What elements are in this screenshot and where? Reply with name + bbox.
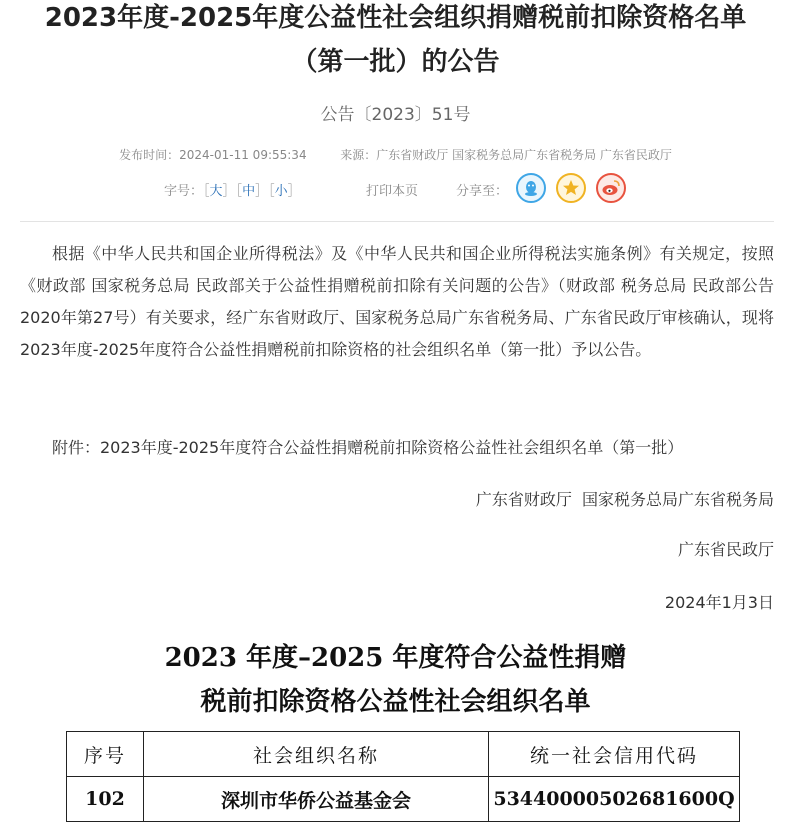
list-title <box>0 636 791 724</box>
divider <box>20 221 774 222</box>
list-title-line-2: 税前扣除资格公益性社会组织名单 <box>200 687 591 717</box>
article-meta <box>0 146 791 163</box>
publish-time-label: 发布时间： <box>119 148 180 162</box>
table-header-row <box>67 732 740 777</box>
attachment-line: 附件：2023年度-2025年度符合公益性捐赠税前扣除资格公益性社会组织名单（第一批） <box>52 438 684 457</box>
source: 广东省财政厅 国家税务总局广东省税务局 广东省民政厅 <box>376 148 672 162</box>
article-title <box>0 0 791 84</box>
document-number: 公告〔2023〕51号 <box>320 105 471 125</box>
table-row <box>67 777 740 822</box>
qzone-icon <box>562 179 580 197</box>
font-size-medium-button[interactable]: 中 <box>242 184 256 199</box>
row-number: 102 <box>67 777 144 822</box>
source-label: 来源： <box>340 148 377 162</box>
print-button[interactable]: 打印本页 <box>366 184 419 199</box>
font-size-small-button[interactable]: 小 <box>274 184 288 199</box>
font-size-label: 字号： <box>164 184 204 199</box>
announcement-paragraph: 根据《中华人民共和国企业所得税法》及《中华人民共和国企业所得税法实施条例》有关规定，按照《财政部 国家税务总局 民政部关于公益性捐赠税前扣除有关问题的公告》（财政部 税务总局 民政部公告2020年第27号）有关要求，经广东省财政厅、国家税务总局广东省税务局、广东省民政厅审核确认，现将2023年度-2025年度符合公益性捐赠税前扣除资格的社会组织名单（第一批）予以公告。 <box>20 244 774 359</box>
credit-code: 53440000502681600Q <box>489 777 740 822</box>
article-toolbar <box>0 172 791 206</box>
publish-time: 2024-01-11 09:55:34 <box>179 148 307 162</box>
qq-icon <box>522 179 540 197</box>
organization-name: 深圳市华侨公益基金会 <box>144 777 489 822</box>
font-size-switcher: 字号：［大］［中］［小］ <box>164 184 301 199</box>
article-title-line-1: 2023年度-2025年度公益性社会组织捐赠税前扣除资格名单 <box>44 3 747 33</box>
font-size-large-button[interactable]: 大 <box>209 184 223 199</box>
signature-civil-affairs: 广东省民政厅 <box>677 540 774 559</box>
organization-table <box>66 731 740 822</box>
weibo-share-button[interactable] <box>596 173 626 203</box>
weibo-icon <box>601 179 621 197</box>
article-title-line-2: （第一批）的公告 <box>291 47 500 77</box>
column-header-name: 社会组织名称 <box>144 732 489 777</box>
list-title-line-1: 2023 年度–2025 年度符合公益性捐赠 <box>164 643 627 673</box>
signature-issuers: 广东省财政厅 国家税务总局广东省税务局 <box>475 490 774 509</box>
qzone-share-button[interactable] <box>556 173 586 203</box>
announcement-date: 2024年1月3日 <box>664 593 774 612</box>
share-label: 分享至： <box>456 184 509 199</box>
column-header-number: 序号 <box>67 732 144 777</box>
qq-share-button[interactable] <box>516 173 546 203</box>
column-header-credit-code: 统一社会信用代码 <box>489 732 740 777</box>
